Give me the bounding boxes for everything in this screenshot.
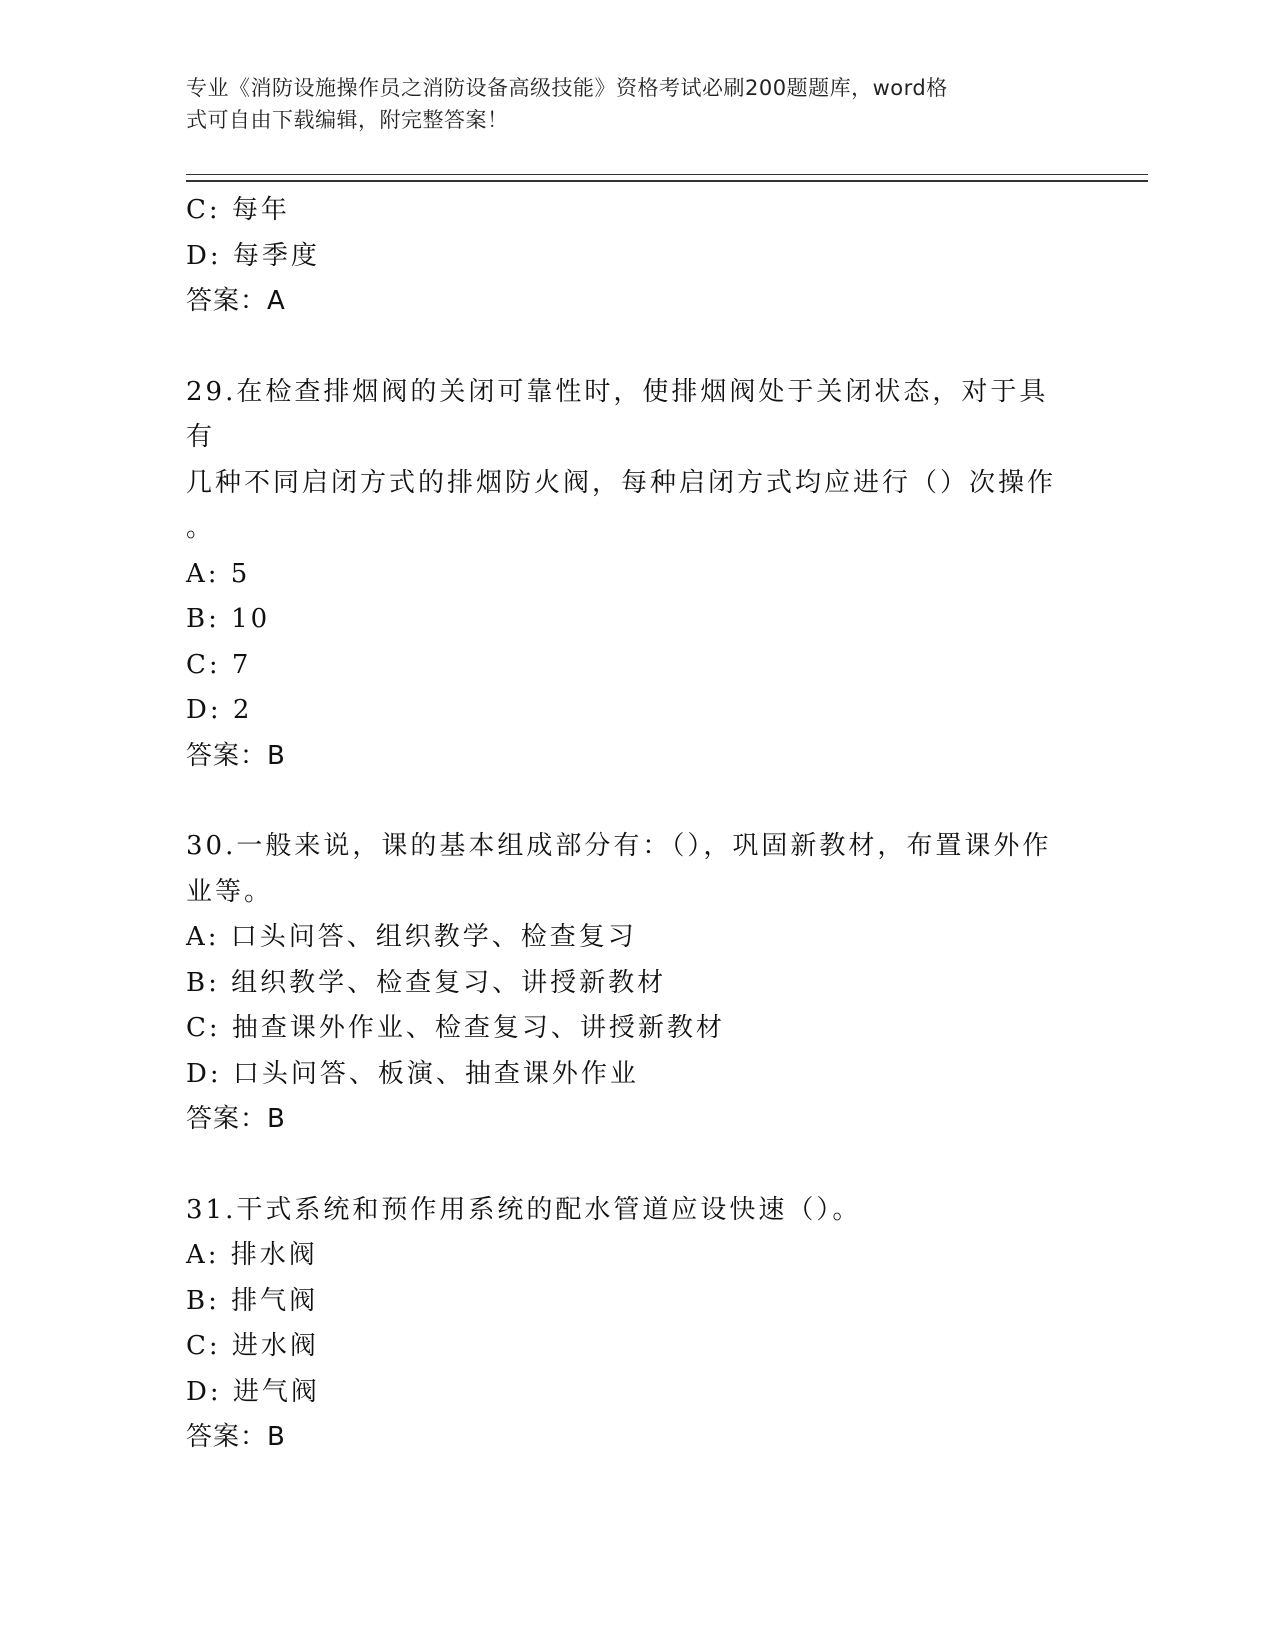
question-stem-line: 业等。 [186,876,274,907]
option-d: D: 口头问答、板演、抽查课外作业 [186,1058,639,1089]
option-b: B: 组织教学、检查复习、讲授新教材 [186,967,667,998]
header-divider-thick [186,180,1148,182]
header-divider-thin [186,174,1148,175]
answer-line: 答案：B [186,1422,286,1452]
question-list [186,188,1066,1461]
question-stem-line: 。 [186,513,216,543]
option-a: A: 口头问答、组织教学、检查复习 [186,922,637,952]
page-header [186,72,1066,136]
option-c: C: 7 [186,649,252,680]
question-31 [186,1188,1066,1461]
option-c: C: 每年 [186,195,290,225]
header-text-line-1: 专业《消防设施操作员之消防设备高级技能》资格考试必刷200题题库，word格 [186,76,948,100]
answer-line: 答案：B [186,740,286,771]
question-stem-line: 29.在检查排烟阀的关闭可靠性时，使排烟阀处于关闭状态，对于具有 [186,376,1049,452]
option-d: D: 进气阀 [186,1376,320,1407]
option-d: D: 每季度 [186,240,320,271]
option-c: C: 抽查课外作业、检查复习、讲授新教材 [186,1013,725,1043]
header-text-line-2: 式可自由下载编辑，附完整答案！ [186,108,509,132]
question-stem-line: 30.一般来说，课的基本组成部分有：（），巩固新教材，布置课外作 [186,831,1052,861]
option-a: A: 5 [186,558,251,589]
option-b: B: 10 [186,604,271,634]
option-a: A: 排水阀 [186,1240,318,1270]
continued-question [186,188,1066,325]
answer-line: 答案：B [186,1104,286,1134]
question-29 [186,370,1066,780]
option-d: D: 2 [186,695,253,725]
option-b: B: 排气阀 [186,1285,319,1316]
answer-line: 答案：A [186,286,286,316]
question-30 [186,824,1066,1143]
option-c: C: 进水阀 [186,1331,319,1361]
question-stem-line: 31.干式系统和预作用系统的配水管道应设快速（）。 [186,1194,862,1225]
question-stem-line: 几种不同启闭方式的排烟防火阀，每种启闭方式均应进行（）次操作 [186,467,1057,498]
